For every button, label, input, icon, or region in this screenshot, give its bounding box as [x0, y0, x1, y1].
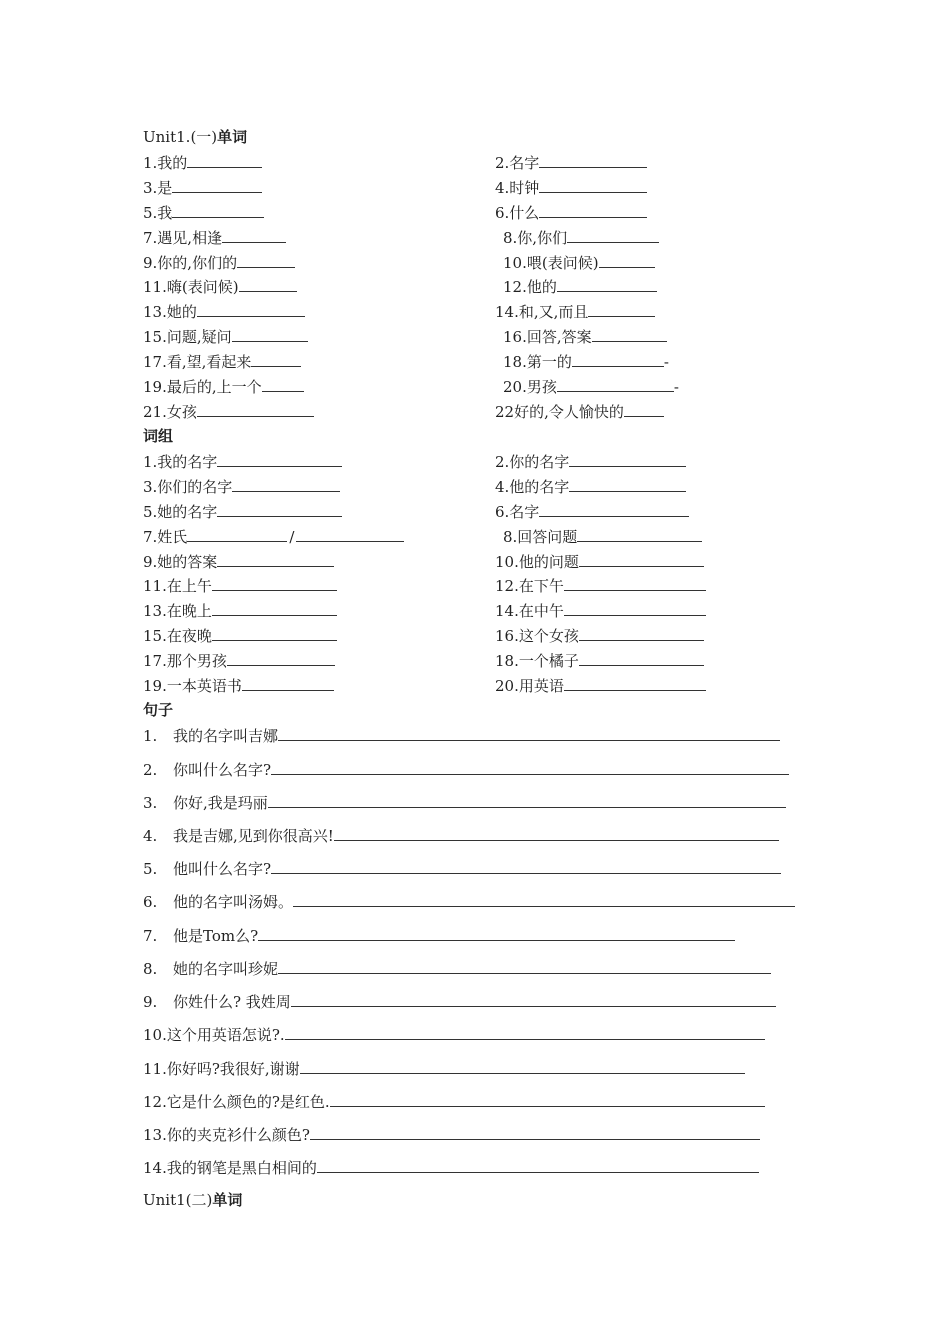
answer-blank[interactable] — [579, 625, 704, 641]
word-label: 3.是 — [143, 178, 173, 197]
answer-line[interactable] — [271, 759, 789, 775]
sentence-item — [143, 925, 735, 947]
sentence-text: 你叫什么名字? — [173, 761, 272, 779]
answer-line[interactable] — [293, 891, 795, 907]
word-row — [143, 401, 823, 426]
answer-blank[interactable] — [564, 575, 706, 591]
words-grid — [143, 152, 823, 426]
phrase-item — [143, 526, 404, 547]
word-item — [143, 351, 301, 372]
word-row — [143, 252, 823, 277]
dash-mark: - — [663, 353, 669, 372]
phrase-item — [495, 600, 706, 621]
phrase-item — [143, 451, 342, 472]
answer-blank[interactable] — [251, 351, 301, 367]
answer-blank[interactable] — [232, 476, 340, 492]
word-row — [143, 301, 823, 326]
phrase-item — [143, 650, 335, 671]
answer-blank[interactable] — [217, 451, 342, 467]
answer-blank[interactable] — [212, 625, 337, 641]
sentence-item — [143, 1058, 745, 1080]
answer-blank[interactable] — [557, 276, 657, 292]
phrase-item — [143, 551, 334, 572]
phrase-label: 3.你们的名字 — [143, 477, 233, 496]
phrase-item — [503, 526, 702, 547]
sentence-item — [143, 825, 779, 847]
answer-blank[interactable] — [172, 177, 262, 193]
phrases-grid — [143, 451, 823, 700]
dash-mark: - — [673, 378, 679, 397]
word-label: 12.他的 — [503, 278, 557, 297]
answer-blank[interactable] — [237, 252, 295, 268]
sentence-number: 2. — [143, 761, 158, 779]
answer-line[interactable] — [310, 1124, 760, 1140]
sentence-item — [143, 792, 786, 814]
phrase-row — [143, 551, 823, 576]
word-label: 9.你的,你们的 — [143, 253, 238, 272]
heading-prefix: Unit1.(一) — [143, 128, 218, 146]
phrase-item — [143, 625, 337, 646]
word-item — [143, 152, 262, 173]
word-label: 10.喂(表问候) — [503, 253, 599, 272]
answer-line[interactable] — [334, 825, 779, 841]
word-row — [143, 227, 823, 252]
phrase-item — [495, 551, 704, 572]
phrase-item — [495, 650, 704, 671]
phrases-heading-text: 词组 — [143, 427, 174, 445]
phrases-heading — [143, 426, 173, 446]
phrase-label: 17.那个男孩 — [143, 652, 227, 671]
word-item — [495, 152, 647, 173]
phrase-row — [143, 625, 823, 650]
word-label: 13.她的 — [143, 303, 197, 322]
answer-blank[interactable] — [197, 301, 305, 317]
answer-blank[interactable] — [212, 600, 337, 616]
answer-blank[interactable] — [577, 526, 702, 542]
word-row — [143, 276, 823, 301]
answer-line[interactable] — [268, 792, 786, 808]
word-item — [503, 326, 667, 347]
heading-bold: 单词 — [217, 128, 248, 146]
phrase-row — [143, 526, 823, 551]
answer-blank[interactable] — [262, 376, 304, 392]
answer-blank[interactable] — [539, 152, 647, 168]
word-item — [143, 202, 264, 223]
phrase-label: 18.一个橘子 — [495, 652, 579, 671]
answer-line[interactable] — [330, 1091, 765, 1107]
phrase-label: 12.在下午 — [495, 577, 564, 596]
sentence-number: 3. — [143, 794, 158, 812]
sentence-item — [143, 991, 776, 1013]
phrase-label: 7.姓氏 — [143, 527, 188, 546]
phrase-row — [143, 650, 823, 675]
answer-blank[interactable] — [232, 326, 308, 342]
answer-blank[interactable] — [217, 551, 334, 567]
answer-blank[interactable] — [579, 551, 704, 567]
sentence-text: 你好,我是玛丽 — [173, 794, 268, 812]
word-label: 2.名字 — [495, 154, 540, 172]
answer-blank[interactable] — [567, 227, 659, 243]
unit1-part2-heading — [143, 1190, 242, 1210]
word-item — [503, 376, 679, 397]
answer-blank[interactable] — [242, 675, 334, 691]
word-label: 17.看,望,看起来 — [143, 353, 252, 372]
word-row — [143, 177, 823, 202]
answer-blank[interactable] — [557, 376, 674, 392]
word-item — [503, 276, 657, 297]
phrase-item — [495, 675, 706, 696]
word-row — [143, 326, 823, 351]
phrase-label: 19.一本英语书 — [143, 677, 242, 696]
phrase-item — [143, 675, 334, 696]
sentence-text: 10.这个用英语怎说?. — [143, 1026, 285, 1044]
sentence-number: 7. — [143, 927, 158, 945]
word-row — [143, 376, 823, 401]
phrase-item — [495, 476, 686, 497]
answer-line[interactable] — [291, 991, 776, 1007]
phrase-label: 5.她的名字 — [143, 502, 218, 521]
phrase-label: 13.在晚上 — [143, 602, 212, 621]
answer-blank[interactable] — [599, 252, 655, 268]
answer-blank[interactable] — [564, 675, 706, 691]
word-label: 14.和,又,而且 — [495, 303, 589, 322]
phrase-item — [495, 575, 706, 596]
word-label: 8.你,你们 — [503, 228, 568, 247]
answer-blank[interactable] — [539, 202, 647, 218]
sentence-text: 你姓什么? 我姓周 — [173, 993, 291, 1011]
sentence-text: 他的名字叫汤姆。 — [173, 893, 294, 911]
answer-blank[interactable] — [569, 476, 686, 492]
sentences-heading — [143, 700, 173, 720]
word-label: 19.最后的,上一个 — [143, 378, 262, 397]
word-item — [143, 276, 297, 297]
phrase-label: 8.回答问题 — [503, 527, 578, 546]
phrase-label: 6.名字 — [495, 502, 540, 521]
sentence-text: 11.你好吗?我很好,谢谢 — [143, 1060, 300, 1078]
word-label: 5.我 — [143, 203, 173, 222]
word-label: 16.回答,答案 — [503, 328, 592, 347]
sentence-text: 他是Tom么? — [173, 927, 259, 945]
answer-blank[interactable] — [187, 152, 262, 168]
word-label: 22好的,令人愉快的 — [495, 402, 624, 421]
sentence-item — [143, 725, 780, 747]
sentence-number: 4. — [143, 827, 158, 845]
phrase-row — [143, 501, 823, 526]
phrase-label: 11.在上午 — [143, 577, 212, 596]
answer-blank[interactable] — [579, 650, 704, 666]
answer-blank[interactable] — [572, 351, 664, 367]
answer-blank[interactable] — [588, 301, 655, 317]
heading-bold: 单词 — [212, 1191, 243, 1209]
word-row — [143, 152, 823, 177]
answer-blank[interactable] — [197, 401, 314, 417]
answer-blank[interactable] — [212, 575, 337, 591]
phrase-label: 16.这个女孩 — [495, 627, 579, 646]
answer-blank[interactable] — [624, 401, 664, 417]
word-item — [143, 376, 304, 397]
word-row — [143, 351, 823, 376]
phrase-label: 15.在夜晚 — [143, 627, 212, 646]
answer-blank[interactable] — [564, 600, 706, 616]
phrase-label: 1.我的名字 — [143, 453, 218, 471]
answer-line[interactable] — [317, 1157, 759, 1173]
sentence-text: 她的名字叫珍妮 — [173, 960, 279, 978]
sentence-text: 我是吉娜,见到你很高兴! — [173, 827, 334, 845]
word-item — [143, 401, 314, 422]
sentence-number: 6. — [143, 893, 158, 911]
answer-blank[interactable] — [239, 276, 297, 292]
phrase-label: 4.他的名字 — [495, 477, 570, 496]
answer-line[interactable] — [278, 725, 780, 741]
phrase-item — [143, 476, 340, 497]
answer-line[interactable] — [285, 1024, 765, 1040]
word-item — [495, 202, 647, 223]
sentence-number: 8. — [143, 960, 158, 978]
answer-blank[interactable] — [187, 526, 287, 542]
sentence-item — [143, 1124, 760, 1146]
answer-blank[interactable] — [217, 501, 342, 517]
sentence-text: 13.你的夹克衫什么颜色? — [143, 1126, 310, 1144]
phrase-label: 2.你的名字 — [495, 453, 570, 471]
slash-separator: / — [289, 527, 295, 546]
sentence-text: 他叫什么名字? — [173, 860, 272, 878]
word-label: 21.女孩 — [143, 402, 197, 421]
phrase-label: 10.他的问题 — [495, 552, 579, 571]
word-label: 1.我的 — [143, 154, 188, 172]
heading-prefix: Unit1(二) — [143, 1191, 213, 1209]
sentence-number: 9. — [143, 993, 158, 1011]
sentence-item — [143, 958, 771, 980]
answer-blank[interactable] — [172, 202, 264, 218]
word-label: 6.什么 — [495, 203, 540, 222]
answer-blank[interactable] — [222, 227, 286, 243]
word-label: 18.第一的 — [503, 353, 572, 372]
phrase-label: 14.在中午 — [495, 602, 564, 621]
sentence-item — [143, 759, 789, 781]
answer-line[interactable] — [271, 858, 781, 874]
phrase-row — [143, 451, 823, 476]
answer-line[interactable] — [258, 925, 735, 941]
sentence-text: 14.我的钢笔是黑白相间的 — [143, 1159, 317, 1177]
sentence-item — [143, 1091, 765, 1113]
word-item — [143, 177, 262, 198]
phrase-item — [495, 451, 686, 472]
word-label: 4.时钟 — [495, 178, 540, 197]
sentence-item — [143, 1024, 765, 1046]
phrase-label: 9.她的答案 — [143, 552, 218, 571]
phrase-row — [143, 575, 823, 600]
word-item — [143, 326, 308, 347]
word-label: 15.问题,疑问 — [143, 328, 232, 347]
word-item — [495, 401, 664, 422]
word-item — [143, 301, 305, 322]
answer-blank[interactable] — [569, 451, 686, 467]
word-label: 11.嗨(表问候) — [143, 278, 239, 297]
phrase-item — [143, 575, 337, 596]
word-label: 20.男孩 — [503, 378, 557, 397]
answer-blank[interactable] — [227, 650, 335, 666]
phrase-row — [143, 476, 823, 501]
phrase-row — [143, 600, 823, 625]
sentences-heading-text: 句子 — [143, 701, 174, 719]
phrase-item — [495, 625, 704, 646]
sentence-text: 我的名字叫吉娜 — [173, 727, 279, 745]
phrase-row — [143, 675, 823, 700]
answer-blank[interactable] — [539, 177, 647, 193]
word-item — [503, 252, 655, 273]
answer-blank[interactable] — [539, 501, 689, 517]
sentence-number: 5. — [143, 860, 158, 878]
word-item — [143, 227, 286, 248]
sentence-item — [143, 1157, 759, 1179]
phrase-item — [143, 600, 337, 621]
answer-blank[interactable] — [592, 326, 667, 342]
word-item — [143, 252, 295, 273]
word-row — [143, 202, 823, 227]
answer-line[interactable] — [300, 1058, 745, 1074]
answer-blank[interactable] — [296, 526, 404, 542]
phrase-label: 20.用英语 — [495, 677, 564, 696]
phrase-item — [495, 501, 689, 522]
sentence-text: 12.它是什么颜色的?是红色. — [143, 1093, 330, 1111]
word-item — [495, 177, 647, 198]
phrase-item — [143, 501, 342, 522]
sentence-item — [143, 858, 781, 880]
sentence-item — [143, 891, 795, 913]
sentence-number: 1. — [143, 727, 158, 745]
answer-line[interactable] — [278, 958, 771, 974]
word-item — [503, 227, 659, 248]
word-label: 7.遇见,相逢 — [143, 228, 223, 247]
unit1-part1-heading — [143, 127, 247, 147]
word-item — [495, 301, 655, 322]
word-item — [503, 351, 669, 372]
